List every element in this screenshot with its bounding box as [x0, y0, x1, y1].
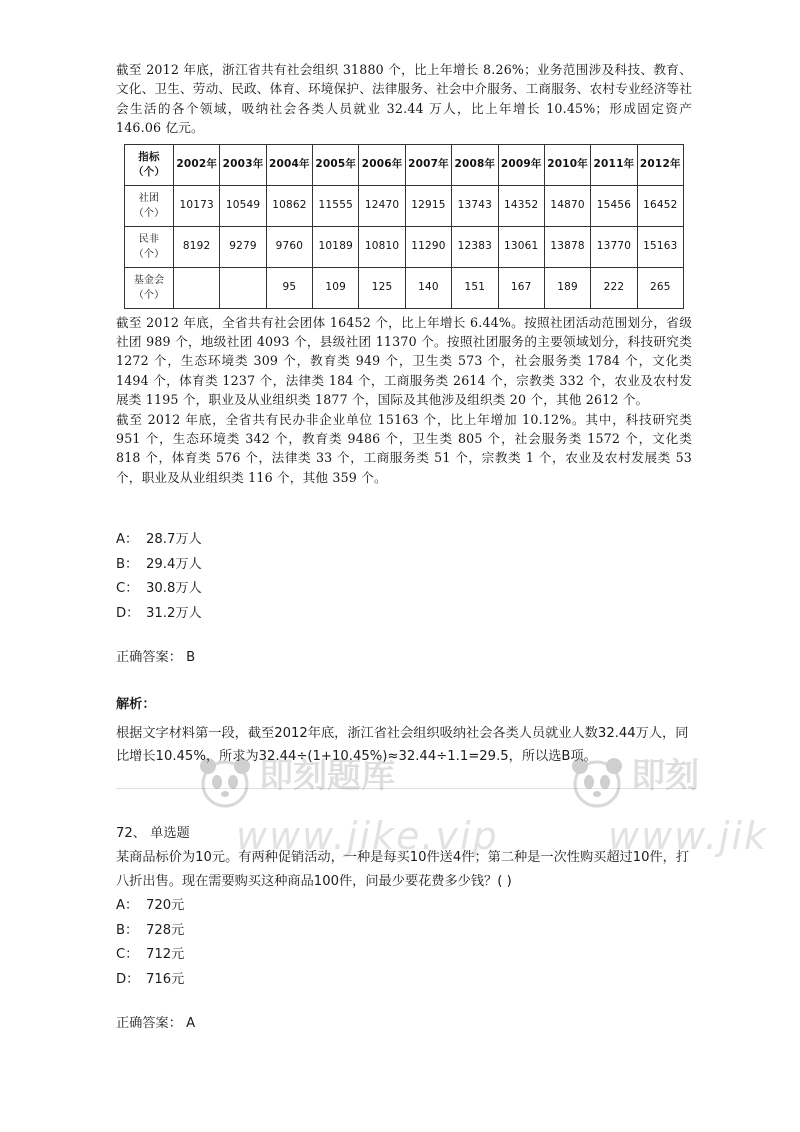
option-label: C： — [116, 947, 139, 963]
option-text: 712元 — [146, 947, 185, 963]
table-cell: 13743 — [452, 185, 498, 226]
header-label-unit: （个） — [132, 165, 166, 178]
question-number: 72、 — [116, 826, 146, 841]
option-a[interactable] — [116, 528, 696, 553]
option-b[interactable] — [116, 553, 696, 578]
row-label-name: 民非 — [138, 233, 160, 245]
option-c[interactable] — [116, 577, 696, 602]
table-cell — [220, 267, 266, 308]
row-label-name: 社团 — [138, 192, 160, 204]
answer-value: B — [186, 650, 196, 666]
table-cell: 265 — [637, 267, 683, 308]
material-paragraph-1: 截至 2012 年底，浙江省共有社会组织 31880 个，比上年增长 8.26%；业务范围涉及科技、教育、文化、卫生、劳动、民政、体育、环境保护、法律服务、社会中介服务、工商服务、农村专业经济等社会生活的各个领域，吸纳社会各类人员就业 32.44 万人，比上年增长 10.45%；形成固定资产 146.06 亿元。 — [116, 62, 692, 136]
question-1-block — [116, 528, 696, 768]
question-2-block — [116, 822, 696, 1036]
table-cell: 14352 — [498, 185, 544, 226]
option-text: 30.8万人 — [146, 581, 202, 597]
option-text: 31.2万人 — [146, 605, 202, 621]
option-label: D： — [116, 605, 140, 621]
table-cell: 9279 — [220, 226, 266, 267]
year-header: 2005年 — [313, 144, 359, 185]
option-text: 720元 — [146, 898, 185, 914]
table-cell: 13770 — [591, 226, 637, 267]
statistics-table — [124, 144, 684, 309]
table-cell — [174, 267, 220, 308]
option-text: 716元 — [146, 971, 185, 987]
table-cell: 167 — [498, 267, 544, 308]
correct-answer — [116, 646, 696, 671]
option-label: B： — [116, 556, 139, 572]
year-header: 2010年 — [544, 144, 590, 185]
option-d[interactable] — [116, 968, 696, 992]
answer-value: A — [186, 1016, 196, 1032]
year-header: 2008年 — [452, 144, 498, 185]
table-cell: 12915 — [405, 185, 451, 226]
year-header: 2006年 — [359, 144, 405, 185]
year-header: 2004年 — [266, 144, 312, 185]
table-cell: 109 — [313, 267, 359, 308]
option-d[interactable] — [116, 602, 696, 627]
table-cell: 12383 — [452, 226, 498, 267]
table-cell: 15456 — [591, 185, 637, 226]
row-label — [125, 267, 174, 308]
table-cell: 15163 — [637, 226, 683, 267]
year-header: 2007年 — [405, 144, 451, 185]
watermark-url: www.jike.vip — [236, 813, 499, 858]
table-cell: 13061 — [498, 226, 544, 267]
table-cell: 13878 — [544, 226, 590, 267]
year-header: 2003年 — [220, 144, 266, 185]
table-cell: 8192 — [174, 226, 220, 267]
row-label-unit: （个） — [133, 207, 165, 219]
row-label-unit: （个） — [133, 248, 165, 260]
correct-answer — [116, 1012, 696, 1036]
table-cell: 222 — [591, 267, 637, 308]
option-label: A： — [116, 532, 139, 547]
table-cell: 95 — [266, 267, 312, 308]
material-paragraph-3: 截至 2012 年底，全省共有民办非企业单位 15163 个，比上年增加 10.12%。其中，科技研究类 951 个，生态环境类 342 个，教育类 9486 个，卫生类 805 个，社会服务类 1572 个，文化类 818 个，体育类 576 个，法律类 33 个，工商服务类 51 个，宗教类 1 个，农业及农村发展类 53 个，职业及从业组织类 116 个，其他 359 个。 — [116, 411, 692, 485]
option-text: 28.7万人 — [146, 532, 202, 547]
question-type: 单选题 — [150, 826, 190, 841]
answer-label: 正确答案： — [116, 1016, 182, 1032]
year-header: 2002年 — [174, 144, 220, 185]
table-row-social-groups — [125, 185, 684, 226]
option-text: 728元 — [146, 922, 185, 938]
table-header-row — [125, 144, 684, 185]
question-divider — [116, 788, 696, 789]
table-cell: 14870 — [544, 185, 590, 226]
table-cell: 12470 — [359, 185, 405, 226]
table-cell: 10862 — [266, 185, 312, 226]
table-header-label — [125, 144, 174, 185]
option-text: 29.4万人 — [146, 556, 202, 572]
year-header: 2012年 — [637, 144, 683, 185]
material-scan — [116, 60, 692, 487]
table-cell: 10173 — [174, 185, 220, 226]
question-2-header — [116, 822, 696, 846]
table-cell: 9760 — [266, 226, 312, 267]
material-paragraph-2: 截至 2012 年底，全省共有社会团体 16452 个，比上年增长 6.44%。按照社团活动范围划分，省级社团 989 个，地级社团 4093 个，县级社团 11370 个。按照社团服务的主要领域划分，科技研究类 1272 个，生态环境类 309 个，教育类 949 个，卫生类 573 个，社会服务类 1784 个，文化类 1494 个，体育类 1237 个，法律类 184 个，工商服务类 2614 个，宗教类 332 个，农业及农村发展类 1195 个，职业及从业组织类 1877 个，国际及其他涉及组织类 20 个，其他 2612 个。 — [116, 314, 692, 408]
row-label — [125, 226, 174, 267]
table-cell: 125 — [359, 267, 405, 308]
year-header: 2009年 — [498, 144, 544, 185]
table-row-private-nonenterprise — [125, 226, 684, 267]
option-label: D： — [116, 971, 140, 987]
option-label: C： — [116, 581, 139, 597]
table-cell: 151 — [452, 267, 498, 308]
analysis-text: 根据文字材料第一段，截至2012年底，浙江省社会组织吸纳社会各类人员就业人数32.44万人，同比增长10.45%，所求为32.44÷(1+10.45%)≈32.44÷1.1=29.5，所以选B项。 — [116, 725, 689, 764]
header-label-line: 指标 — [138, 150, 160, 163]
table-cell: 11290 — [405, 226, 451, 267]
table-row-foundations — [125, 267, 684, 308]
watermark-url-partial: www.jik — [608, 813, 769, 858]
option-b[interactable] — [116, 919, 696, 943]
answer-label: 正确答案： — [116, 650, 182, 666]
table-cell: 10549 — [220, 185, 266, 226]
option-a[interactable] — [116, 894, 696, 918]
table-cell: 140 — [405, 267, 451, 308]
option-label: B： — [116, 922, 139, 938]
table-cell: 11555 — [313, 185, 359, 226]
table-cell: 10189 — [313, 226, 359, 267]
table-cell: 16452 — [637, 185, 683, 226]
table-cell: 189 — [544, 267, 590, 308]
year-header: 2011年 — [591, 144, 637, 185]
option-label: A： — [116, 898, 139, 914]
row-label-name: 基金会 — [133, 274, 165, 286]
row-label-unit: （个） — [133, 289, 165, 301]
table-cell: 10810 — [359, 226, 405, 267]
watermark-brand: 即刻题库 — [259, 756, 396, 796]
watermark-brand-partial: 即刻 — [631, 756, 700, 796]
analysis-heading: 解析： — [116, 696, 156, 712]
option-c[interactable] — [116, 943, 696, 967]
question-2-stem: 某商品标价为10元。有两种促销活动，一种是每买10件送4件；第二种是一次性购买超过10件，打八折出售。现在需要购买这种商品100件，问最少要花费多少钱？( ) — [116, 850, 690, 890]
row-label — [125, 185, 174, 226]
